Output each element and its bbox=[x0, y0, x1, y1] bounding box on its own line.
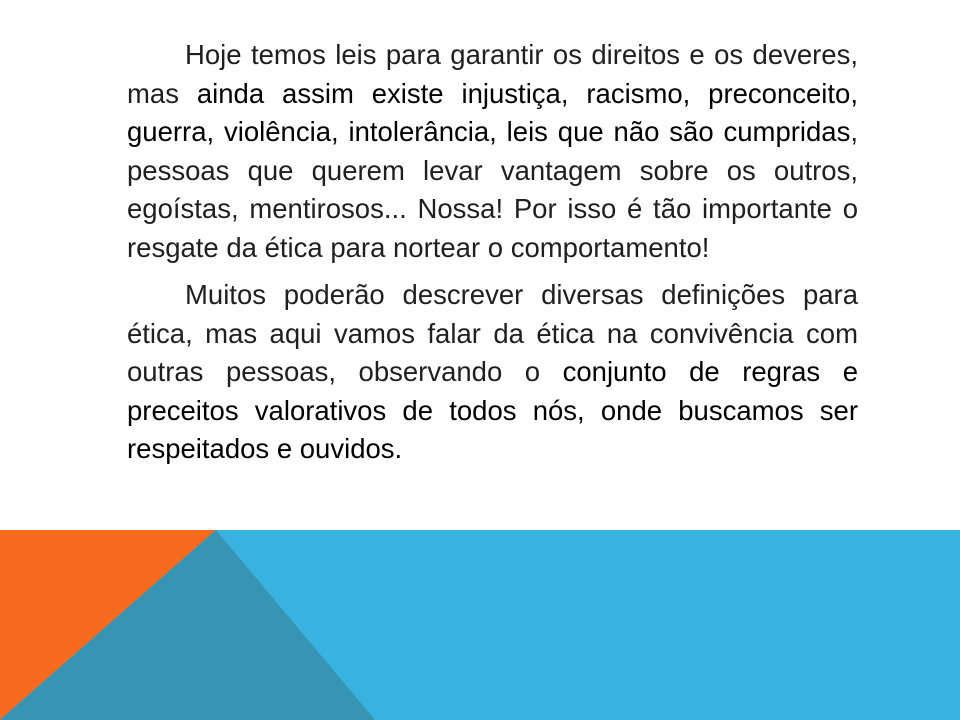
decorative-footer-band bbox=[0, 530, 960, 720]
paragraph-2 bbox=[127, 276, 858, 469]
footer-shapes bbox=[0, 530, 960, 720]
paragraph-2-emphasis: conjunto de regras e preceitos valorativos de todos nós, onde buscamos ser respeitados e ouvidos. bbox=[127, 356, 858, 464]
paragraph-1-text-end: , pessoas que querem levar vantagem sobre os outros, egoístas, mentirosos... Nossa! Por isso é tão importante o resgate da ética para nortear o comportamento! bbox=[127, 116, 858, 263]
slide-body bbox=[127, 36, 858, 469]
paragraph-2-text: Muitos poderão descrever diversas definições para ética, mas aqui vamos falar da ética na convivência com outras pessoas, observando o bbox=[127, 279, 858, 387]
paragraph-1-emphasis: ainda assim existe injustiça, racismo, preconceito, guerra, violência, intolerância, leis que não são cumpridas bbox=[127, 77, 858, 147]
paragraph-1-text: Hoje temos leis para garantir os direitos e os deveres, mas bbox=[127, 39, 858, 109]
paragraph-1 bbox=[127, 36, 858, 267]
